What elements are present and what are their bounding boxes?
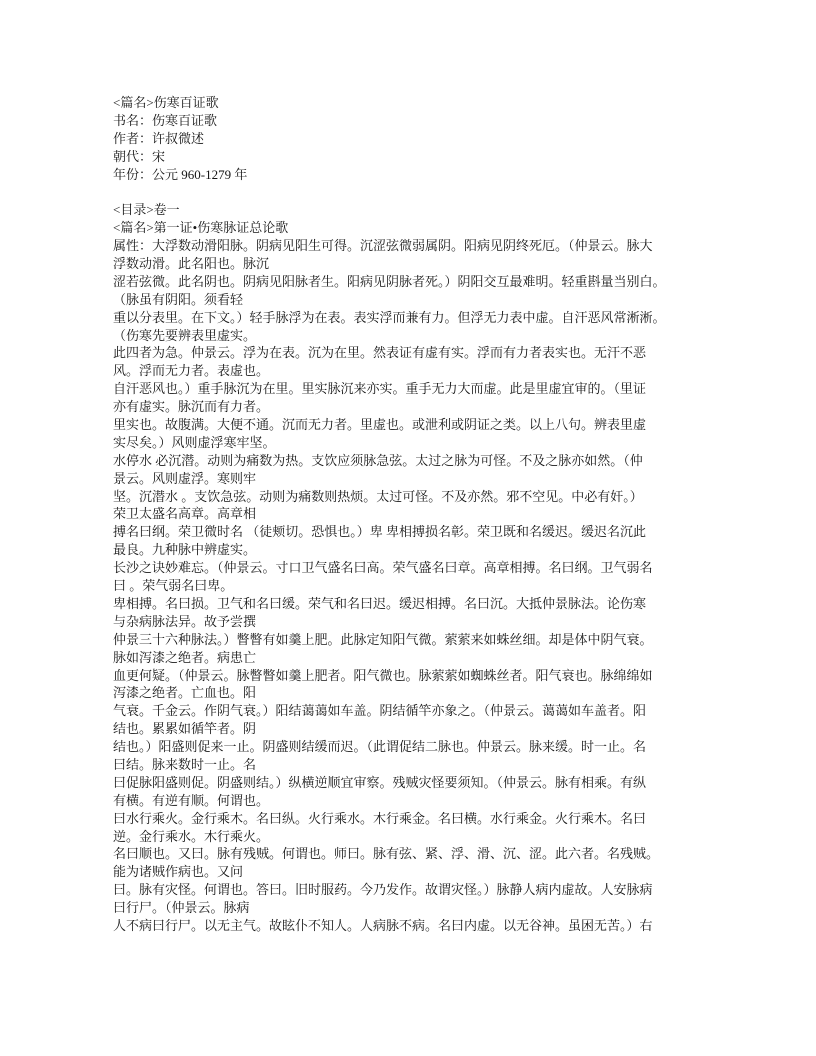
text-line: 最良。九种脉中辨虚实。 <box>113 542 257 558</box>
text-line: 人不病曰行尸。以无主气。故眩仆不知人。人病脉不病。名曰内虚。以无谷神。虽困无苦。）右 <box>113 917 653 933</box>
chapter-title-line: <篇名>第一证•伤寒脉证总论歌 <box>113 220 289 236</box>
text-line: 气衰。千金云。作阴气衰。）阳结蔼蔼如车盖。阴结循竿亦象之。（仲景云。蔼蔼如车盖者。阳 <box>113 703 647 719</box>
text-line: 仲景三十六种脉法。）瞥瞥有如羹上肥。此脉定知阳气微。萦萦来如蛛丝细。却是体中阴气衰。 <box>113 631 653 647</box>
header-line: 作者：许叔微述 <box>113 130 205 146</box>
text-line: 能为诸贼作病也。又问 <box>113 864 244 880</box>
text-line: 风。浮而无力者。表虚也。 <box>113 363 270 379</box>
text-line: 荣卫太盛名高章。高章相 <box>113 506 257 522</box>
header-line: 书名：伤寒百证歌 <box>113 112 218 128</box>
text-line: 曰。脉有灾怪。何谓也。答曰。旧时服药。今乃发作。故谓灾怪。）脉静人病内虚故。人安脉病 <box>113 882 653 898</box>
text-line: 逆。金行乘水。木行乘火。 <box>113 828 270 844</box>
document-text <box>113 94 753 935</box>
text-line: 结也。）阳盛则促来一止。阴盛则结缓而迟。（此谓促结二脉也。仲景云。脉来缓。时一止。名 <box>113 739 647 755</box>
text-line: 里实也。故腹满。大便不通。沉而无力者。里虚也。或泄利或阴证之类。以上八句。辨表里虚 <box>113 417 647 433</box>
text-line: 亦有虚实。脉沉而有力者。 <box>113 399 270 415</box>
text-line: 曰促脉阳盛则促。阴盛则结。）纵横逆顺宜审察。残贼灾怪要须知。（仲景云。脉有相乘。有纵 <box>113 774 647 790</box>
text-line: 搏名曰纲。荣卫微时名 （徒颊切。恐惧也。）卑 卑相搏损名彰。荣卫既和名缓迟。缓迟名沉此 <box>113 524 647 540</box>
text-line: 结也。累累如循竿者。阴 <box>113 721 257 737</box>
text-line: （脉虽有阴阳。须看轻 <box>113 291 244 307</box>
text-line: 卑相搏。名曰损。卫气和名曰缓。荣气和名曰迟。缓迟相搏。名曰沉。大抵仲景脉法。论伤寒 <box>113 595 647 611</box>
text-line: 曰水行乘火。金行乘木。名曰纵。火行乘水。木行乘金。名曰横。水行乘金。火行乘木。名曰 <box>113 810 647 826</box>
text-line: 泻漆之绝者。亡血也。阳 <box>113 685 257 701</box>
text-line: （伤寒先要辨表里虚实。 <box>113 327 257 343</box>
text-line: 曰结。脉来数时一止。名 <box>113 756 257 772</box>
text-line: 属性：大浮数动滑阳脉。阴病见阳生可得。沉涩弦微弱属阴。阳病见阴终死厄。（仲景云。脉大 <box>113 238 653 254</box>
header-line: 朝代：宋 <box>113 148 166 164</box>
text-line: 实尽矣。）风则虚浮寒牢坚。 <box>113 434 276 450</box>
text-line: 自汗恶风也。）重手脉沉为在里。里实脉沉来亦实。重手无力大而虚。此是里虚宜审的。（里证 <box>113 381 647 397</box>
text-line: 有横。有逆有顺。何谓也。 <box>113 792 270 808</box>
text-line: 浮数动滑。此名阳也。脉沉 <box>113 256 270 272</box>
text-line: 名曰顺也。又曰。脉有残贼。何谓也。师曰。脉有弦、紧、浮、滑、沉、涩。此六者。名残贼。 <box>113 846 660 862</box>
text-line: 此四者为急。仲景云。浮为在表。沉为在里。然表证有虚有实。浮而有力者表实也。无汗不恶 <box>113 345 647 361</box>
text-line: 曰 。荣气弱名曰卑。 <box>113 578 234 594</box>
text-line: 血更何疑。（仲景云。脉瞥瞥如羹上肥者。阳气微也。脉萦萦如蜘蛛丝者。阳气衰也。脉绵绵如 <box>113 667 653 683</box>
text-line: 景云。风则虚浮。寒则牢 <box>113 470 257 486</box>
blank-line <box>113 183 753 201</box>
text-line: 脉如泻漆之绝者。病患亡 <box>113 649 257 665</box>
document-header <box>113 94 753 183</box>
text-line: 涩若弦微。此名阴也。阴病见阳脉者生。阳病见阴脉者死。）阴阳交互最难明。轻重斟量当别白。 <box>113 273 666 289</box>
text-line: 水停水 必沉潜。动则为痛数为热。支饮应须脉急弦。太过之脉为可怪。不及之脉亦如然。（仲 <box>113 452 643 468</box>
text-line: 长沙之诀妙难忘。（仲景云。寸口卫气盛名曰高。荣气盛名曰章。高章相搏。名曰纲。卫气弱名 <box>113 560 653 576</box>
header-line: <篇名>伤寒百证歌 <box>113 95 219 110</box>
toc-line: <目录>卷一 <box>113 202 180 218</box>
header-line: 年份：公元 960-1279 年 <box>113 166 248 182</box>
text-line: 曰行尸。（仲景云。脉病 <box>113 900 250 916</box>
body-text <box>113 237 753 935</box>
text-line: 重以分表里。在下文。）轻手脉浮为在表。表实浮而兼有力。但浮无力表中虚。自汗恶风常淅淅。 <box>113 309 666 325</box>
text-line: 与杂病脉法异。故予尝撰 <box>113 613 257 629</box>
text-line: 坚。沉潜水 。支饮急弦。动则为痛数则热烦。太过可怪。不及亦然。邪不空见。中必有奸。） <box>113 488 643 504</box>
